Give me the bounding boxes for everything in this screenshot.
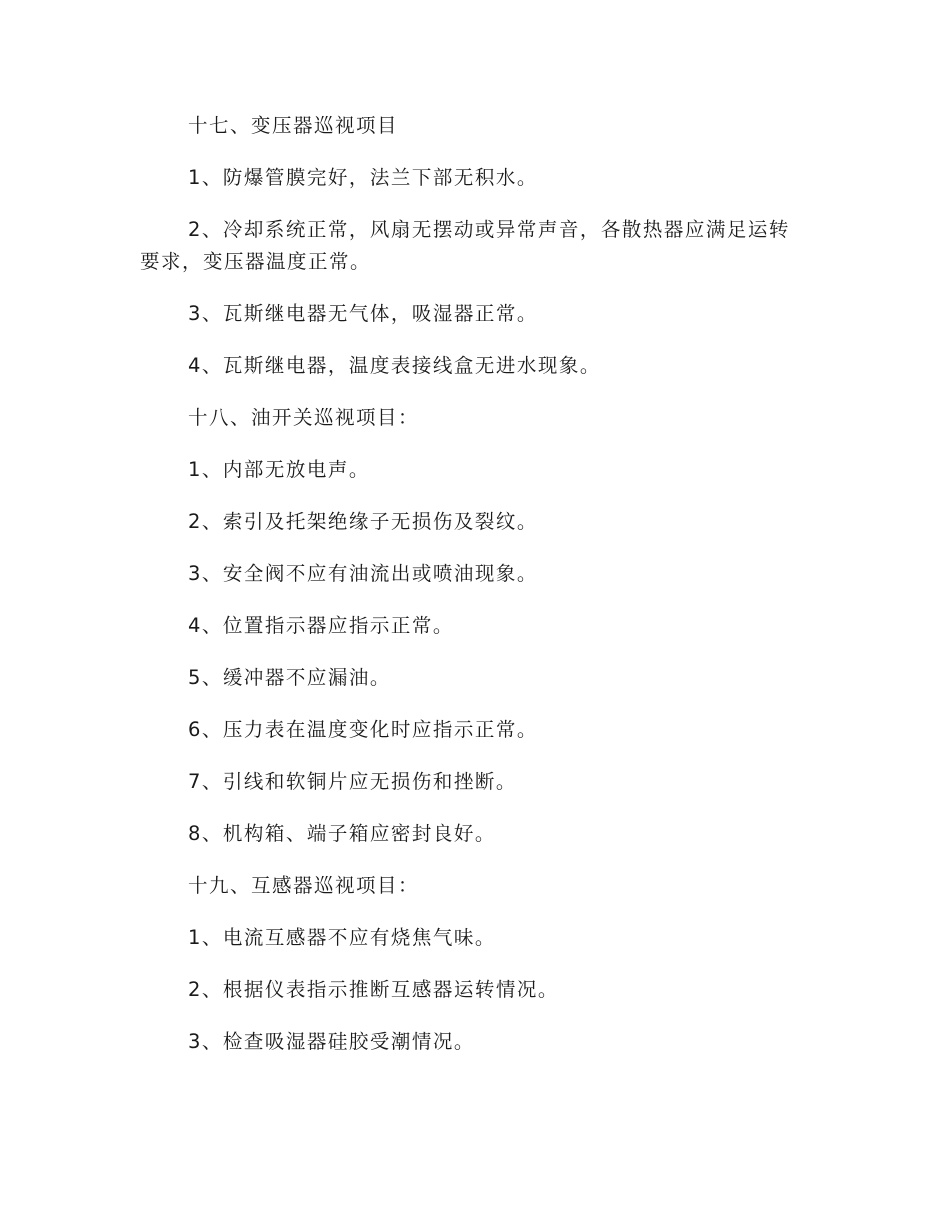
list-item: 8、机构箱、端子箱应密封良好。 [188,822,496,845]
list-item: 3、安全阀不应有油流出或喷油现象。 [188,562,538,585]
list-item: 3、瓦斯继电器无气体，吸湿器正常。 [188,302,538,325]
section-heading: 十九、互感器巡视项目： [188,874,420,897]
section-heading: 十七、变压器巡视项目 [188,114,399,137]
list-item: 2、根据仪表指示推断互感器运转情况。 [188,978,559,1001]
list-item: 5、缓冲器不应漏油。 [188,666,391,689]
list-item: 2、冷却系统正常，风扇无摆动或异常声音，各散热器应满足运转要求，变压器温度正常。 [140,218,790,273]
list-item: 1、防爆管膜完好，法兰下部无积水。 [188,166,538,189]
section-heading: 十八、油开关巡视项目： [188,406,420,429]
list-item: 7、引线和软铜片应无损伤和挫断。 [188,770,517,793]
list-item: 2、索引及托架绝缘子无损伤及裂纹。 [188,510,538,533]
list-item: 4、位置指示器应指示正常。 [188,614,454,637]
list-item: 3、检查吸湿器硅胶受潮情况。 [188,1030,475,1053]
list-item: 4、瓦斯继电器，温度表接线盒无进水现象。 [188,354,601,377]
list-item: 1、电流互感器不应有烧焦气味。 [188,926,496,949]
list-item: 6、压力表在温度变化时应指示正常。 [188,718,538,741]
list-item: 1、内部无放电声。 [188,458,370,481]
document-body [140,110,810,1078]
